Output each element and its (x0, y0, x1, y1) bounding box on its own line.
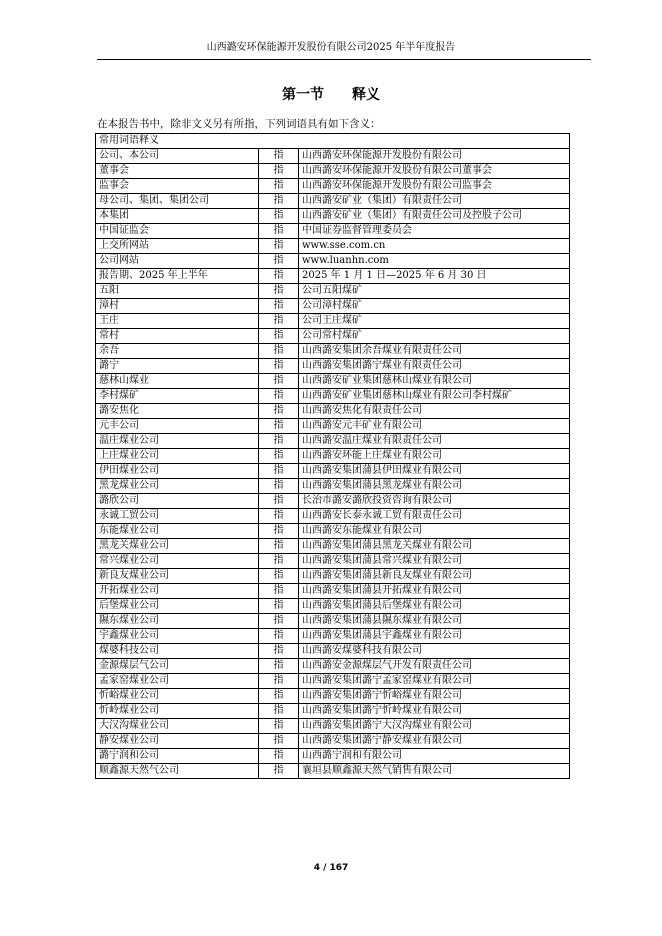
term-cell: 上庄煤业公司 (96, 449, 259, 464)
table-row (96, 389, 570, 404)
table-row (96, 164, 570, 179)
definition-cell: 山西潞安东能煤业有限公司 (299, 524, 570, 539)
refers-cell: 指 (259, 749, 299, 764)
refers-cell: 指 (259, 569, 299, 584)
term-cell: 隰东煤业公司 (96, 614, 259, 629)
term-cell: 顺鑫源天然气公司 (96, 764, 259, 779)
term-cell: 东能煤业公司 (96, 524, 259, 539)
definition-cell: 山西潞安集团潞宁忻峪煤业有限公司 (299, 689, 570, 704)
table-row (96, 479, 570, 494)
refers-cell: 指 (259, 434, 299, 449)
table-caption-row (96, 134, 570, 149)
term-cell: 报告期、2025 年上半年 (96, 269, 259, 284)
definition-cell: 山西潞安集团潞宁煤业有限责任公司 (299, 359, 570, 374)
definition-cell: 山西潞安集团蒲县常兴煤业有限公司 (299, 554, 570, 569)
refers-cell: 指 (259, 614, 299, 629)
term-cell: 大汉沟煤业公司 (96, 719, 259, 734)
table-row (96, 209, 570, 224)
refers-cell: 指 (259, 539, 299, 554)
refers-cell: 指 (259, 449, 299, 464)
refers-cell: 指 (259, 374, 299, 389)
refers-cell: 指 (259, 149, 299, 164)
table-row (96, 584, 570, 599)
table-row (96, 404, 570, 419)
definition-cell: 山西潞安集团蒲县黑龙关煤业有限公司 (299, 539, 570, 554)
page-header: 山西潞安环保能源开发股份有限公司2025 年半年度报告 (206, 42, 456, 53)
table-row (96, 749, 570, 764)
header-rule (97, 59, 591, 60)
term-cell: 公司、本公司 (96, 149, 259, 164)
refers-cell: 指 (259, 224, 299, 239)
refers-cell: 指 (259, 689, 299, 704)
table-row (96, 344, 570, 359)
definition-cell: 公司五阳煤矿 (299, 284, 570, 299)
refers-cell: 指 (259, 164, 299, 179)
definition-cell: 山西潞安矿业集团慈林山煤业有限公司李村煤矿 (299, 389, 570, 404)
refers-cell: 指 (259, 359, 299, 374)
refers-cell: 指 (259, 764, 299, 779)
table-row (96, 629, 570, 644)
definitions-table-body (96, 134, 570, 779)
term-cell: 监事会 (96, 179, 259, 194)
table-row (96, 659, 570, 674)
refers-cell: 指 (259, 494, 299, 509)
table-row (96, 284, 570, 299)
refers-cell: 指 (259, 419, 299, 434)
definition-cell: 山西潞安集团余吾煤业有限责任公司 (299, 344, 570, 359)
definition-cell: 公司王庄煤矿 (299, 314, 570, 329)
refers-cell: 指 (259, 644, 299, 659)
definition-cell: 山西潞安集团蒲县开拓煤业有限公司 (299, 584, 570, 599)
section-title: 第一节 释义 (282, 87, 380, 103)
table-row (96, 329, 570, 344)
term-cell: 新良友煤业公司 (96, 569, 259, 584)
table-row (96, 524, 570, 539)
refers-cell: 指 (259, 554, 299, 569)
definition-cell: 长治市潞安潞欣投资咨询有限公司 (299, 494, 570, 509)
refers-cell: 指 (259, 389, 299, 404)
definition-cell: 山西潞安集团潞宁忻岭煤业有限公司 (299, 704, 570, 719)
term-cell: 元丰公司 (96, 419, 259, 434)
definition-cell: 山西潞宁润和有限公司 (299, 749, 570, 764)
table-row (96, 599, 570, 614)
table-row (96, 704, 570, 719)
term-cell: 伊田煤业公司 (96, 464, 259, 479)
table-row (96, 269, 570, 284)
table-row (96, 239, 570, 254)
term-cell: 忻岭煤业公司 (96, 704, 259, 719)
term-cell: 母公司、集团、集团公司 (96, 194, 259, 209)
table-row (96, 359, 570, 374)
refers-cell: 指 (259, 464, 299, 479)
definition-cell: 山西潞安煤婆科技有限公司 (299, 644, 570, 659)
definition-cell: 山西潞安集团潞宁大汉沟煤业有限公司 (299, 719, 570, 734)
definition-cell: 山西潞安集团潞宁静安煤业有限公司 (299, 734, 570, 749)
term-cell: 金源煤层气公司 (96, 659, 259, 674)
table-row (96, 719, 570, 734)
definition-cell: 公司漳村煤矿 (299, 299, 570, 314)
definition-cell: 山西潞安集团潞宁孟家窑煤业有限公司 (299, 674, 570, 689)
definition-cell: 2025 年 1 月 1 日—2025 年 6 月 30 日 (299, 269, 570, 284)
definition-cell: 山西潞安集团蒲县黑龙煤业有限公司 (299, 479, 570, 494)
definition-cell: 山西潞安环保能源开发股份有限公司董事会 (299, 164, 570, 179)
table-row (96, 539, 570, 554)
term-cell: 永诚工贸公司 (96, 509, 259, 524)
table-row (96, 149, 570, 164)
term-cell: 后堡煤业公司 (96, 599, 259, 614)
table-row (96, 734, 570, 749)
term-cell: 潞宁润和公司 (96, 749, 259, 764)
refers-cell: 指 (259, 299, 299, 314)
refers-cell: 指 (259, 674, 299, 689)
table-row (96, 299, 570, 314)
term-cell: 董事会 (96, 164, 259, 179)
definition-cell: 山西潞安金源煤层气开发有限责任公司 (299, 659, 570, 674)
definition-cell: 山西潞安矿业集团慈林山煤业有限公司 (299, 374, 570, 389)
term-cell: 潞宁 (96, 359, 259, 374)
term-cell: 李村煤矿 (96, 389, 259, 404)
table-row (96, 569, 570, 584)
refers-cell: 指 (259, 284, 299, 299)
refers-cell: 指 (259, 599, 299, 614)
table-row (96, 314, 570, 329)
definition-cell: 山西潞安集团蒲县隰东煤业有限公司 (299, 614, 570, 629)
refers-cell: 指 (259, 719, 299, 734)
table-row (96, 374, 570, 389)
term-cell: 上交所网站 (96, 239, 259, 254)
term-cell: 宇鑫煤业公司 (96, 629, 259, 644)
definition-cell: 山西潞安集团蒲县宇鑫煤业有限公司 (299, 629, 570, 644)
definition-cell: www.sse.com.cn (299, 239, 570, 254)
term-cell: 温庄煤业公司 (96, 434, 259, 449)
table-caption: 常用词语释义 (96, 134, 570, 149)
table-row (96, 194, 570, 209)
refers-cell: 指 (259, 584, 299, 599)
term-cell: 慈林山煤业 (96, 374, 259, 389)
term-cell: 潞安焦化 (96, 404, 259, 419)
table-row (96, 254, 570, 269)
table-row (96, 464, 570, 479)
refers-cell: 指 (259, 239, 299, 254)
term-cell: 余吾 (96, 344, 259, 359)
refers-cell: 指 (259, 509, 299, 524)
page-number: 4 / 167 (313, 863, 349, 873)
refers-cell: 指 (259, 179, 299, 194)
table-row (96, 224, 570, 239)
definition-cell: 山西潞安环保能源开发股份有限公司 (299, 149, 570, 164)
term-cell: 常村 (96, 329, 259, 344)
refers-cell: 指 (259, 734, 299, 749)
refers-cell: 指 (259, 524, 299, 539)
definition-cell: 襄垣县顺鑫源天然气销售有限公司 (299, 764, 570, 779)
term-cell: 黑龙煤业公司 (96, 479, 259, 494)
term-cell: 煤婆科技公司 (96, 644, 259, 659)
term-cell: 孟家窑煤业公司 (96, 674, 259, 689)
definition-cell: 山西潞安集团蒲县伊田煤业有限公司 (299, 464, 570, 479)
term-cell: 黑龙关煤业公司 (96, 539, 259, 554)
intro-text: 在本报告书中，除非文义另有所指，下列词语具有如下含义： (97, 118, 381, 130)
table-row (96, 434, 570, 449)
term-cell: 静安煤业公司 (96, 734, 259, 749)
term-cell: 五阳 (96, 284, 259, 299)
definition-cell: 山西潞安集团蒲县后堡煤业有限公司 (299, 599, 570, 614)
table-row (96, 179, 570, 194)
definition-cell: 山西潞安环保能源开发股份有限公司监事会 (299, 179, 570, 194)
refers-cell: 指 (259, 704, 299, 719)
table-row (96, 554, 570, 569)
table-row (96, 509, 570, 524)
term-cell: 潞欣公司 (96, 494, 259, 509)
definition-cell: 山西潞安元丰矿业有限公司 (299, 419, 570, 434)
refers-cell: 指 (259, 629, 299, 644)
table-row (96, 494, 570, 509)
table-row (96, 689, 570, 704)
term-cell: 常兴煤业公司 (96, 554, 259, 569)
term-cell: 王庄 (96, 314, 259, 329)
definition-cell: www.luanhn.com (299, 254, 570, 269)
term-cell: 忻峪煤业公司 (96, 689, 259, 704)
definition-cell: 山西潞安长泰永诚工贸有限责任公司 (299, 509, 570, 524)
table-row (96, 614, 570, 629)
term-cell: 开拓煤业公司 (96, 584, 259, 599)
table-row (96, 449, 570, 464)
term-cell: 漳村 (96, 299, 259, 314)
term-cell: 本集团 (96, 209, 259, 224)
table-row (96, 674, 570, 689)
definitions-table (95, 133, 570, 779)
definition-cell: 公司常村煤矿 (299, 329, 570, 344)
definition-cell: 山西潞安集团蒲县新良友煤业有限公司 (299, 569, 570, 584)
refers-cell: 指 (259, 404, 299, 419)
refers-cell: 指 (259, 314, 299, 329)
term-cell: 中国证监会 (96, 224, 259, 239)
definition-cell: 山西潞安温庄煤业有限责任公司 (299, 434, 570, 449)
refers-cell: 指 (259, 344, 299, 359)
refers-cell: 指 (259, 194, 299, 209)
refers-cell: 指 (259, 479, 299, 494)
table-row (96, 419, 570, 434)
table-row (96, 644, 570, 659)
table-row (96, 764, 570, 779)
refers-cell: 指 (259, 659, 299, 674)
definition-cell: 山西潞安矿业（集团）有限责任公司 (299, 194, 570, 209)
definition-cell: 中国证券监督管理委员会 (299, 224, 570, 239)
definition-cell: 山西潞安焦化有限责任公司 (299, 404, 570, 419)
refers-cell: 指 (259, 209, 299, 224)
refers-cell: 指 (259, 254, 299, 269)
refers-cell: 指 (259, 269, 299, 284)
definition-cell: 山西潞安环能上庄煤业有限公司 (299, 449, 570, 464)
term-cell: 公司网站 (96, 254, 259, 269)
refers-cell: 指 (259, 329, 299, 344)
definition-cell: 山西潞安矿业（集团）有限责任公司及控股子公司 (299, 209, 570, 224)
